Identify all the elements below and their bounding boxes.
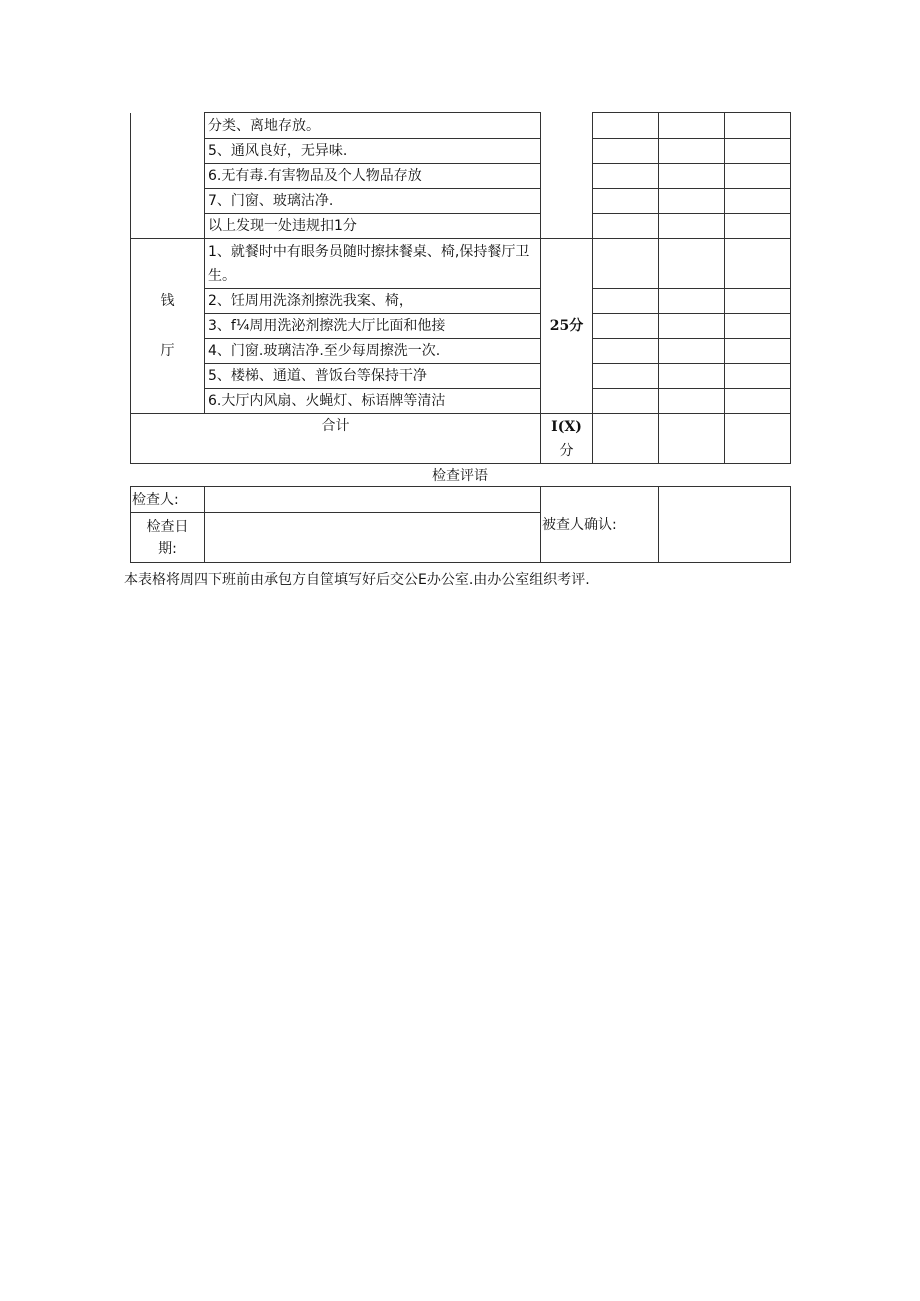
section1-item: 7、门窗、玻璃沽净. [205, 189, 541, 214]
score-entry-cell[interactable] [659, 139, 725, 164]
score-entry-cell[interactable] [725, 364, 791, 389]
score-entry-cell[interactable] [659, 164, 725, 189]
score-entry-cell[interactable] [725, 289, 791, 314]
table-row [131, 164, 791, 189]
total-label: 合计 [131, 414, 541, 464]
total-score-unit: 分 [559, 442, 574, 459]
section1-category-cell [131, 113, 205, 239]
section1-item: 以上发现一处违规扣1分 [205, 214, 541, 239]
score-entry-cell[interactable] [659, 314, 725, 339]
section2-category-cell [131, 239, 205, 414]
inspection-table [130, 112, 791, 464]
score-entry-cell[interactable] [659, 289, 725, 314]
score-entry-cell[interactable] [593, 239, 659, 289]
score-entry-cell[interactable] [593, 214, 659, 239]
confirm-label: 被查人确认: [541, 487, 659, 563]
table-row [131, 314, 791, 339]
total-row [131, 414, 791, 464]
score-entry-cell[interactable] [725, 113, 791, 139]
review-title: 检查评语 [432, 468, 488, 484]
score-entry-cell[interactable] [593, 389, 659, 414]
score-entry-cell[interactable] [725, 239, 791, 289]
date-label: 期: [158, 540, 177, 557]
section2-item: 5、楼梯、通道、普饭台等保持干净 [205, 364, 541, 389]
table-row [131, 364, 791, 389]
score-entry-cell[interactable] [725, 164, 791, 189]
inspector-label: 检查人: [131, 487, 205, 513]
date-input[interactable] [205, 513, 541, 563]
category-label: 厅 [160, 343, 175, 359]
total-entry-cell[interactable] [725, 414, 791, 464]
score-entry-cell[interactable] [659, 389, 725, 414]
table-row [131, 389, 791, 414]
footnote: 本表格将周四下班前由承包方自筐填写好后交公E办公室.由办公室组织考评. [124, 572, 590, 588]
section1-score-cell [541, 113, 593, 239]
score-entry-cell[interactable] [659, 214, 725, 239]
total-entry-cell[interactable] [659, 414, 725, 464]
score-entry-cell[interactable] [725, 389, 791, 414]
score-entry-cell[interactable] [593, 289, 659, 314]
score-entry-cell[interactable] [659, 239, 725, 289]
score-entry-cell[interactable] [659, 113, 725, 139]
score-entry-cell[interactable] [725, 314, 791, 339]
table-row [131, 239, 791, 289]
score-entry-cell[interactable] [725, 214, 791, 239]
total-entry-cell[interactable] [593, 414, 659, 464]
date-label: 检查日 [146, 518, 189, 535]
table-row [131, 339, 791, 364]
score-entry-cell[interactable] [593, 339, 659, 364]
section2-item: 4、门窗.玻璃洁净.至少每周擦洗一次. [205, 339, 541, 364]
score-entry-cell[interactable] [659, 339, 725, 364]
score-entry-cell[interactable] [593, 314, 659, 339]
section1-item: 6.无有毒.有害物品及个人物品存放 [205, 164, 541, 189]
section1-item: 5、通风良好，无异味. [205, 139, 541, 164]
total-score: I(X) [551, 418, 582, 435]
score-entry-cell[interactable] [593, 113, 659, 139]
score-entry-cell[interactable] [593, 364, 659, 389]
score-entry-cell[interactable] [659, 364, 725, 389]
section2-item: 3、f¼周用洗泌剂擦洗大厅比面和他接 [205, 314, 541, 339]
table-row [131, 289, 791, 314]
table-row [131, 214, 791, 239]
date-label-cell [131, 513, 205, 563]
score-entry-cell[interactable] [593, 189, 659, 214]
section2-item: 2、饪周用洗涤剂擦洗我案、椅， [205, 289, 541, 314]
table-row [131, 189, 791, 214]
section2-item: 1、就餐时中有眼务员随时擦抹餐桌、椅,保持餐厅卫生。 [205, 239, 541, 289]
score-entry-cell[interactable] [593, 139, 659, 164]
score-entry-cell[interactable] [725, 139, 791, 164]
score-entry-cell[interactable] [725, 189, 791, 214]
score-entry-cell[interactable] [659, 189, 725, 214]
inspector-input[interactable] [205, 487, 541, 513]
score-entry-cell[interactable] [593, 164, 659, 189]
section1-item: 分类、离地存放。 [205, 113, 541, 139]
confirm-input[interactable] [659, 487, 791, 563]
section2-score: 25分 [541, 239, 593, 414]
signature-table [130, 486, 791, 563]
category-label: 钱 [160, 293, 175, 309]
table-row [131, 487, 791, 513]
table-row [131, 113, 791, 139]
total-score-cell [541, 414, 593, 464]
table-row [131, 139, 791, 164]
section2-item: 6.大厅内风扇、火蝇灯、标语牌等清沽 [205, 389, 541, 414]
score-entry-cell[interactable] [725, 339, 791, 364]
